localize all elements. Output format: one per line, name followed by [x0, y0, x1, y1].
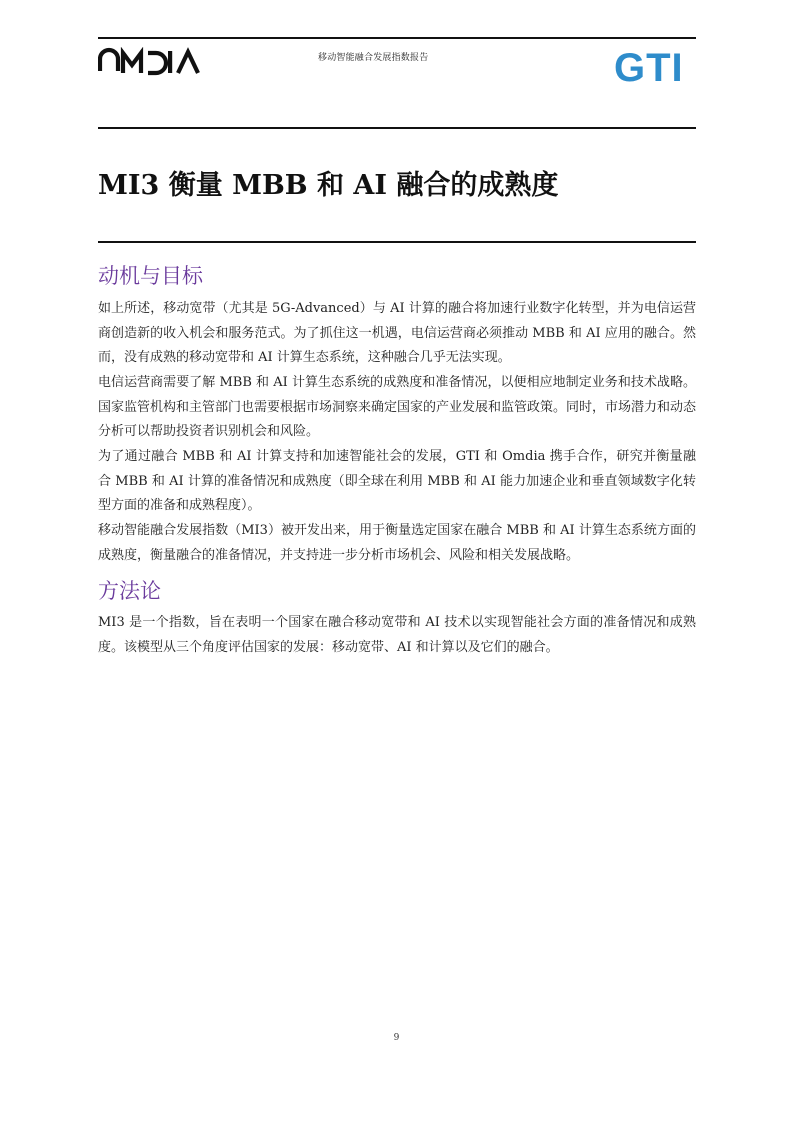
report-header-title: 移动智能融合发展指数报告	[318, 53, 429, 63]
paragraph: 如上所述，移动宽带（尤其是 5G-Advanced）与 AI 计算的融合将加速行业数字化转型，并为电信运营商创造新的收入机会和服务范式。为了抓住这一机遇，电信运营商必须推动 MBB 和 AI 应用的融合。然而，没有成熟的移动宽带和 AI 计算生态系统，这种融合几乎无法实现。	[98, 301, 696, 365]
header-bottom-rule	[98, 127, 696, 129]
paragraph: 为了通过融合 MBB 和 AI 计算支持和加速智能社会的发展，GTI 和 Omdia 携手合作，研究并衡量融合 MBB 和 AI 计算的准备情况和成熟度（即全球在利用 MBB 和 AI 能力加速企业和垂直领域数字化转型方面的准备和成熟程度）。	[98, 449, 696, 513]
page-title: MI3 衡量 MBB 和 AI 融合的成熟度	[98, 170, 559, 201]
page-number: 9	[393, 1033, 400, 1043]
paragraph: 移动智能融合发展指数（MI3）被开发出来，用于衡量选定国家在融合 MBB 和 AI 计算生态系统方面的成熟度，衡量融合的准备情况，并支持进一步分析市场机会、风险和相关发展战略。	[98, 523, 696, 563]
paragraph: MI3 是一个指数，旨在表明一个国家在融合移动宽带和 AI 技术以实现智能社会方面的准备情况和成熟度。该模型从三个角度评估国家的发展：移动宽带、AI 和计算以及它们的融合。	[98, 615, 696, 655]
section-heading-motivation: 动机与目标	[98, 264, 203, 288]
header-top-rule	[98, 37, 696, 39]
section-heading-methodology: 方法论	[98, 579, 161, 603]
omdia-logo	[98, 47, 210, 77]
title-rule	[98, 241, 696, 243]
paragraph: 电信运营商需要了解 MBB 和 AI 计算生态系统的成熟度和准备情况，以便相应地制定业务和技术战略。国家监管机构和主管部门也需要根据市场洞察来确定国家的产业发展和监管政策。同时，市场潜力和动态分析可以帮助投资者识别机会和风险。	[98, 375, 697, 439]
gti-logo: GTI	[614, 46, 684, 90]
